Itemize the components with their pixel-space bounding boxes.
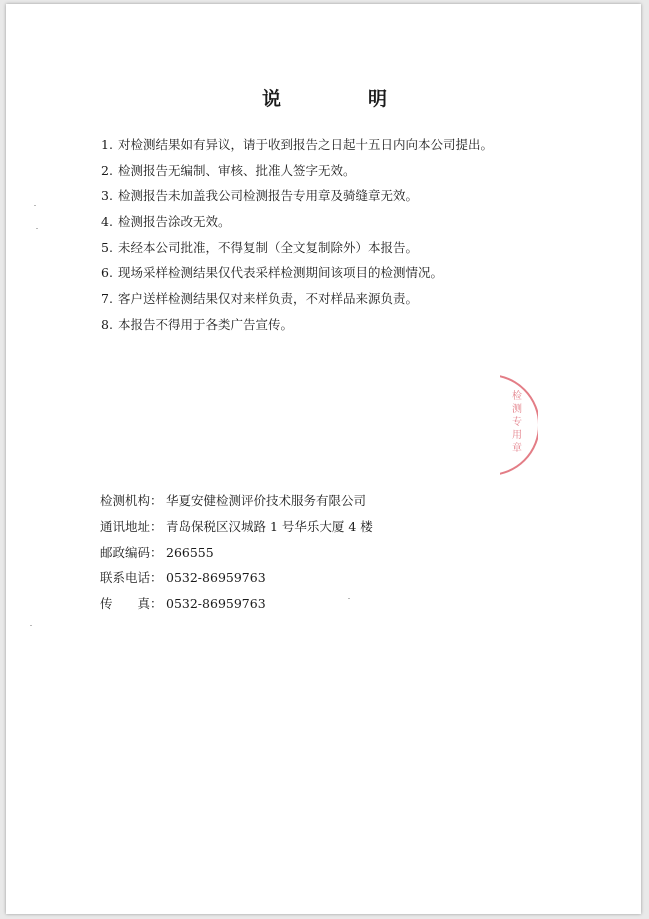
org-value: 华夏安健检测评价技术服务有限公司 [166,493,367,508]
note-number: 1. [101,137,113,152]
note-item [101,209,493,235]
postcode-row [100,540,373,566]
seal-text: 检测专用章 [512,391,522,454]
phone-row [100,565,373,591]
address-row [100,514,373,540]
note-number: 2. [101,162,113,178]
scan-speck [30,625,32,626]
address-value: 青岛保税区汉城路 1 号华乐大厦 4 楼 [166,518,373,534]
note-item [101,158,493,184]
note-item [101,183,493,209]
note-number: 6. [101,265,113,281]
note-item [101,312,493,338]
official-seal [500,374,538,478]
note-text: 未经本公司批准，不得复制（全文复制除外）本报告。 [117,239,418,255]
scan-speck [36,228,38,229]
phone-label: 联系电话： [100,570,163,586]
scan-speck [34,205,36,206]
note-number: 8. [101,316,113,332]
note-text: 检测报告无编制、审核、批准人签字无效。 [117,162,356,178]
note-item [101,235,493,261]
note-number: 3. [101,188,113,204]
notes-list [101,132,493,338]
postcode-label: 邮政编码： [100,544,163,560]
note-number: 4. [101,214,113,230]
fax-label: 传 真： [100,596,163,612]
org-row [100,488,373,514]
note-item [101,286,493,312]
note-text: 现场采样检测结果仅代表采样检测期间该项目的检测情况。 [117,265,443,281]
page-title: 说 明 [261,88,421,110]
note-item [101,132,493,158]
note-item [101,260,493,286]
phone-value: 0532-86959763 [166,570,266,586]
fax-value: 0532-86959763 [166,596,266,612]
note-text: 检测报告未加盖我公司检测报告专用章及骑缝章无效。 [117,188,418,204]
scan-speck [348,598,350,599]
org-label: 检测机构： [100,493,163,508]
note-number: 7. [101,291,113,307]
note-text: 本报告不得用于各类广告宣传。 [117,316,293,332]
fax-row [100,591,373,617]
note-number: 5. [101,239,113,255]
note-text: 客户送样检测结果仅对来样负责，不对样品来源负责。 [117,291,418,307]
address-label: 通讯地址： [100,518,163,534]
note-text: 对检测结果如有异议，请于收到报告之日起十五日内向本公司提出。 [117,137,493,152]
postcode-value: 266555 [166,544,214,560]
note-text: 检测报告涂改无效。 [117,214,231,230]
contact-block [100,488,373,617]
